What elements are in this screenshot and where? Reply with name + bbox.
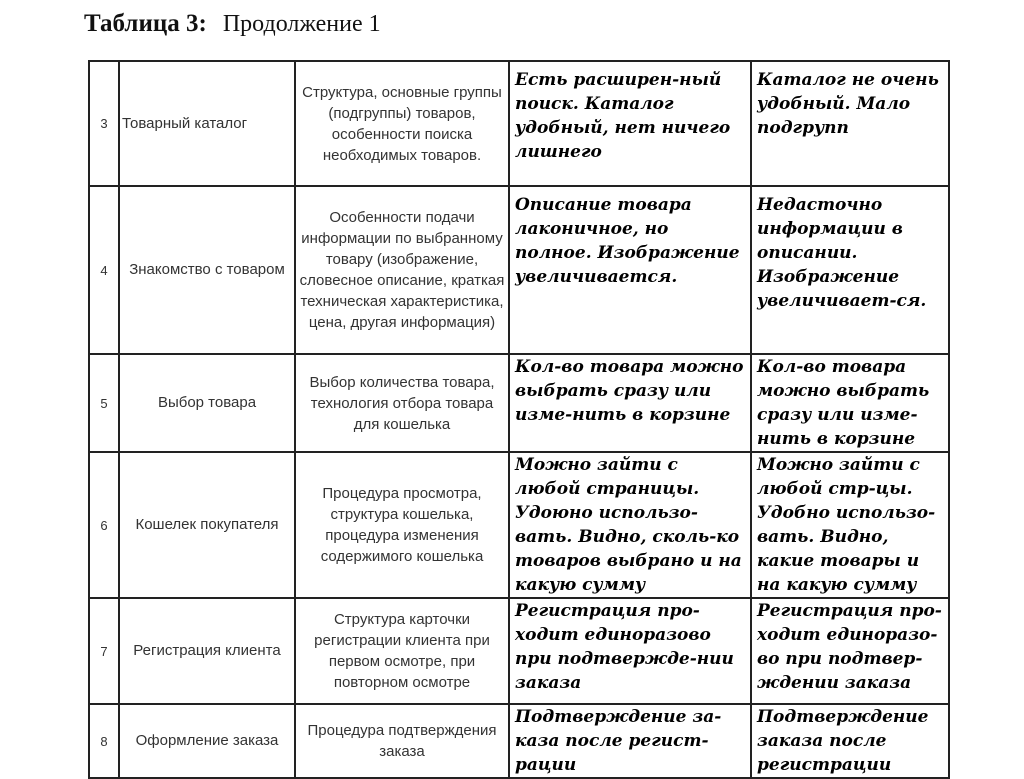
table-row [89, 61, 949, 186]
row-evaluation-site-2: Можно зайти с любой стр-цы. Удобно использо-вать. Видно, какие товары и на какую сумму [751, 452, 949, 598]
row-stage-name: Оформление заказа [119, 704, 295, 778]
row-stage-name: Товарный каталог [119, 61, 295, 186]
table-continuation-label: Продолжение 1 [222, 11, 381, 37]
row-stage-name: Кошелек покупателя [119, 452, 295, 598]
comparison-table [88, 60, 950, 779]
table-caption [84, 10, 381, 38]
row-stage-name: Знакомство с товаром [119, 186, 295, 354]
row-number: 8 [89, 704, 119, 778]
table-row [89, 354, 949, 452]
row-number: 3 [89, 61, 119, 186]
row-criteria: Выбор количества товара, технология отбора товара для кошелька [295, 354, 509, 452]
row-criteria: Структура, основные группы (подгруппы) товаров, особенности поиска необходимых товаров. [295, 61, 509, 186]
row-evaluation-site-2: Каталог не очень удобный. Мало подгрупп [751, 61, 949, 186]
row-criteria: Особенности подачи информации по выбранному товару (изображение, словесное описание, краткая техническая характеристика, цена, другая информация) [295, 186, 509, 354]
row-evaluation-site-2: Регистрация про-ходит единоразо-во при подтвер-ждении заказа [751, 598, 949, 704]
row-evaluation-site-1: Кол-во товара можно выбрать сразу или изме-нить в корзине [509, 354, 751, 452]
table-row [89, 186, 949, 354]
row-evaluation-site-1: Есть расширен-ный поиск. Каталог удобный, нет ничего лишнего [509, 61, 751, 186]
row-criteria: Процедура просмотра, структура кошелька, процедура изменения содержимого кошелька [295, 452, 509, 598]
row-criteria: Процедура подтверждения заказа [295, 704, 509, 778]
row-stage-name: Выбор товара [119, 354, 295, 452]
table-number-label: Таблица 3: [84, 10, 207, 37]
row-number: 6 [89, 452, 119, 598]
row-number: 4 [89, 186, 119, 354]
row-evaluation-site-1: Описание товара лаконичное, но полное. Изображение увеличивается. [509, 186, 751, 354]
row-number: 7 [89, 598, 119, 704]
row-evaluation-site-2: Подтверждение заказа после регистрации [751, 704, 949, 778]
row-evaluation-site-2: Недасточно информации в описании. Изображение увеличивает-ся. [751, 186, 949, 354]
row-number: 5 [89, 354, 119, 452]
table-row [89, 452, 949, 598]
table-row [89, 598, 949, 704]
row-stage-name: Регистрация клиента [119, 598, 295, 704]
row-criteria: Структура карточки регистрации клиента при первом осмотре, при повторном осмотре [295, 598, 509, 704]
row-evaluation-site-1: Регистрация про-ходит единоразово при подтвержде-нии заказа [509, 598, 751, 704]
row-evaluation-site-1: Можно зайти с любой страницы. Удоюно использо-вать. Видно, сколь-ко товаров выбрано и на какую сумму [509, 452, 751, 598]
row-evaluation-site-2: Кол-во товара можно выбрать сразу или изме-нить в корзине [751, 354, 949, 452]
row-evaluation-site-1: Подтверждение за-каза после регист-рации [509, 704, 751, 778]
